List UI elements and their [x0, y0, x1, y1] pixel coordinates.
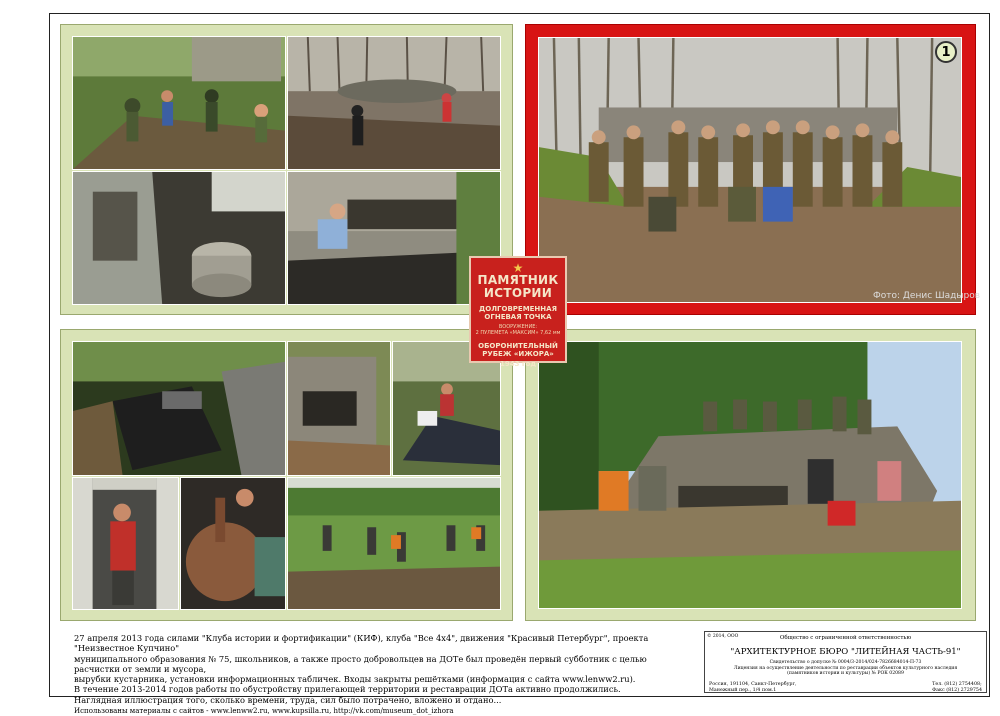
photo-group-volunteers-bunker — [538, 37, 962, 303]
caption-text — [74, 633, 694, 716]
company-license — [705, 660, 986, 677]
plaque-subtitle-line2: ОГНЕВАЯ ТОЧКА — [484, 313, 552, 321]
photo-bunker-interior-pipe — [72, 171, 286, 305]
photo-credit: Фото: Денис Шадыров — [873, 291, 980, 301]
phone-line: Тел. (812) 2754408; — [932, 682, 982, 687]
panel-number-badge: 1 — [935, 41, 957, 63]
caption-line: вырубки кустарника, установки информационных табличек. Входы закрыты решётками (информация с сайта www.lenww2.ru). — [74, 674, 636, 685]
company-type: Общество с ограниченной ответственностью — [779, 635, 912, 641]
plaque-armament-line1: ВООРУЖЕНИЕ: — [498, 324, 538, 330]
plaque-armament-line2: 2 ПУЛЕМЕТА «МАКСИМ» 7,62 мм — [475, 330, 561, 336]
star-icon: ★ — [512, 261, 524, 275]
company-name: "АРХИТЕКТУРНОЕ БЮРО "ЛИТЕЙНАЯ ЧАСТЬ-91" — [730, 647, 961, 657]
fax-line: Факс (812) 2729754 — [932, 687, 982, 693]
photo-digging-bunker-top — [287, 36, 501, 170]
license-line: Свидетельство о допуске № 0004/3-2014/024-7826684014-П-73 — [769, 660, 922, 665]
plaque-defense-line2: РУБЕЖ «ИЖОРА» — [482, 350, 554, 358]
license-line: Лицензия на осуществление деятельности по реставрации объектов культурного наследия — [733, 665, 958, 671]
photo-old-machinery — [180, 477, 286, 610]
plaque-title-line2: ИСТОРИИ — [483, 286, 553, 300]
address-line: Манежный пер., 1/4 пом.1 — [709, 687, 777, 693]
caption-sources: Использованы материалы с сайтов - www.lenww2.ru, www.kupsilla.ru, http://vk.com/museum_dot_izhora — [74, 707, 454, 716]
plaque-defense-line1: ОБОРОНИТЕЛЬНЫЙ — [478, 342, 558, 350]
caption-line: В течение 2013-2014 годов работы по обустройству прилегающей территории и реставрации ДОТа активно продолжились. — [74, 684, 621, 695]
company-phone — [932, 682, 982, 693]
photo-group-on-bunker-spring — [538, 341, 962, 609]
company-title-block — [704, 631, 987, 693]
historic-monument-plaque — [469, 256, 567, 368]
plaque-year: 1943 год — [499, 360, 537, 368]
photo-welding-mask — [72, 341, 286, 476]
caption-line: Наглядная иллюстрация того, сколько времени, труда, сил было потрачено, вложено и отдано... — [74, 694, 502, 705]
photo-man-in-bunker-door — [72, 477, 179, 610]
license-line: (памятников истории и культуры) № РОК 02089 — [787, 671, 904, 677]
company-copyright: © 2014, ООО — [707, 634, 739, 639]
address-line: Россия, 191104, Санкт-Петербург, — [709, 682, 797, 687]
caption-line: муниципального образования № 75, школьников, а также просто добровольцев на ДОТе был проведён первый субботник с целью расчистки от земли и мусора, — [74, 653, 647, 674]
company-address — [709, 682, 797, 693]
plaque-title-line1: ПАМЯТНИК — [477, 273, 559, 287]
caption-line: 27 апреля 2013 года силами "Клуба истории и фортификации" (КИФ), клуба "Все 4х4", движения "Красивый Петербург", проекта "Неизвестное Купчино" — [74, 633, 649, 654]
photo-volunteers-field — [287, 477, 501, 610]
plaque-subtitle-line1: ДОЛГОВРЕМЕННАЯ — [479, 305, 557, 313]
photo-embrasure-concrete — [287, 341, 391, 476]
photo-workers-clearing — [72, 36, 286, 170]
